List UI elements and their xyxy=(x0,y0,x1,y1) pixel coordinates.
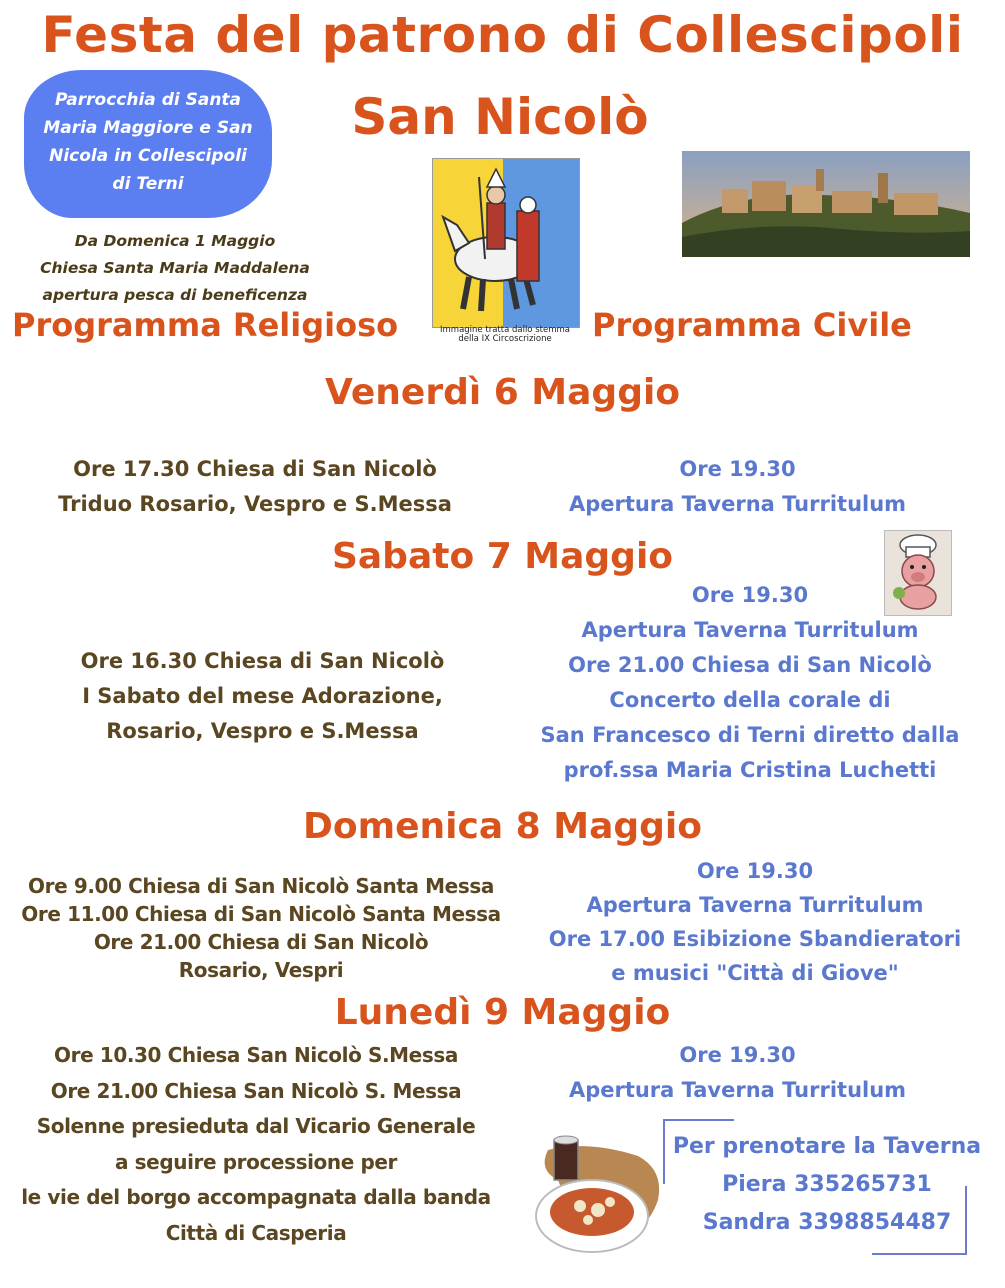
schedule-line: e musici "Città di Giove" xyxy=(611,961,899,985)
schedule-line: le vie del borgo accompagnata dalla banda xyxy=(21,1185,491,1209)
civil-schedule xyxy=(500,578,1000,788)
saint-on-horse-icon xyxy=(433,159,579,327)
religious-schedule xyxy=(0,872,522,984)
parish-text xyxy=(26,86,270,198)
parish-line: Maria Maggiore e San xyxy=(43,118,253,138)
civil-program-header: Programma Civile xyxy=(592,306,912,344)
caption-line: Immagine tratta dallo stemma xyxy=(440,325,570,335)
schedule-line: Ore 9.00 Chiesa di San Nicolò Santa Messa xyxy=(28,874,494,898)
image-caption xyxy=(420,326,590,344)
schedule-line: Apertura Taverna Turritulum xyxy=(568,492,907,516)
schedule-line: Concerto della corale di xyxy=(609,688,891,712)
religious-schedule xyxy=(0,1038,512,1251)
note-line: Da Domenica 1 Maggio xyxy=(74,232,276,250)
schedule-line: Ore 21.00 Chiesa di San Nicolò xyxy=(93,930,429,954)
day-title: Lunedì 9 Maggio xyxy=(334,992,671,1033)
parish-line: di Terni xyxy=(112,174,184,194)
day-title: Venerdì 6 Maggio xyxy=(324,372,681,413)
page-title: Festa del patrono di Collescipoli xyxy=(41,6,964,64)
civil-schedule xyxy=(500,452,975,522)
parish-line: Parrocchia di Santa xyxy=(54,90,242,110)
day-title: Sabato 7 Maggio xyxy=(331,536,674,577)
schedule-line: Ore 19.30 xyxy=(691,583,809,607)
note-line: apertura pesca di beneficenza xyxy=(42,286,308,304)
charity-note xyxy=(10,228,340,309)
schedule-line: Apertura Taverna Turritulum xyxy=(568,1078,907,1102)
food-image xyxy=(528,1120,666,1260)
reservation-line: Per prenotare la Taverna xyxy=(672,1134,982,1159)
schedule-line: Ore 10.30 Chiesa San Nicolò S.Messa xyxy=(54,1043,458,1067)
civil-schedule xyxy=(500,1038,975,1108)
schedule-line: Città di Casperia xyxy=(165,1220,347,1245)
schedule-line: Apertura Taverna Turritulum xyxy=(586,893,924,917)
schedule-line: I Sabato del mese Adorazione, xyxy=(82,684,443,708)
parish-line: Nicola in Collescipoli xyxy=(49,146,247,166)
religious-schedule xyxy=(0,452,510,522)
page-subtitle: San Nicolò xyxy=(351,88,649,146)
village-photo xyxy=(682,151,970,257)
schedule-line: Ore 21.00 Chiesa San Nicolò S. Messa xyxy=(50,1078,462,1103)
dish-and-wine-icon xyxy=(528,1120,666,1260)
schedule-line: Ore 19.30 xyxy=(696,859,814,883)
reservation-info xyxy=(662,1128,992,1242)
schedule-line: Ore 17.30 Chiesa di San Nicolò xyxy=(73,457,437,481)
civil-schedule xyxy=(510,854,1000,990)
schedule-line: Triduo Rosario, Vespro e S.Messa xyxy=(58,492,452,516)
religious-schedule xyxy=(0,644,525,749)
caption-line: della IX Circoscrizione xyxy=(458,334,552,344)
schedule-line: Ore 17.00 Esibizione Sbandieratori xyxy=(548,927,962,951)
schedule-line: Rosario, Vespro e S.Messa xyxy=(106,719,419,743)
schedule-line: Ore 19.30 xyxy=(679,1043,796,1067)
schedule-line: Ore 16.30 Chiesa di San Nicolò xyxy=(80,649,445,673)
schedule-line: prof.ssa Maria Cristina Luchetti xyxy=(563,758,937,782)
stemma-image xyxy=(432,158,580,328)
schedule-line: a seguire processione per xyxy=(115,1149,397,1174)
reservation-line: Sandra 3398854487 xyxy=(702,1210,952,1235)
day-title: Domenica 8 Maggio xyxy=(303,806,702,847)
religious-program-header: Programma Religioso xyxy=(12,306,399,344)
schedule-line: San Francesco di Terni diretto dalla xyxy=(540,723,960,747)
reservation-line: Piera 335265731 xyxy=(722,1172,932,1197)
schedule-line: Ore 19.30 xyxy=(679,457,796,481)
schedule-line: Ore 11.00 Chiesa di San Nicolò Santa Messa xyxy=(21,902,501,926)
schedule-line: Solenne presieduta dal Vicario Generale xyxy=(36,1114,476,1138)
schedule-line: Rosario, Vespri xyxy=(178,958,344,982)
village-hill-icon xyxy=(682,151,970,257)
note-line: Chiesa Santa Maria Maddalena xyxy=(40,259,310,277)
schedule-line: Apertura Taverna Turritulum xyxy=(581,618,919,642)
schedule-line: Ore 21.00 Chiesa di San Nicolò xyxy=(568,653,932,677)
